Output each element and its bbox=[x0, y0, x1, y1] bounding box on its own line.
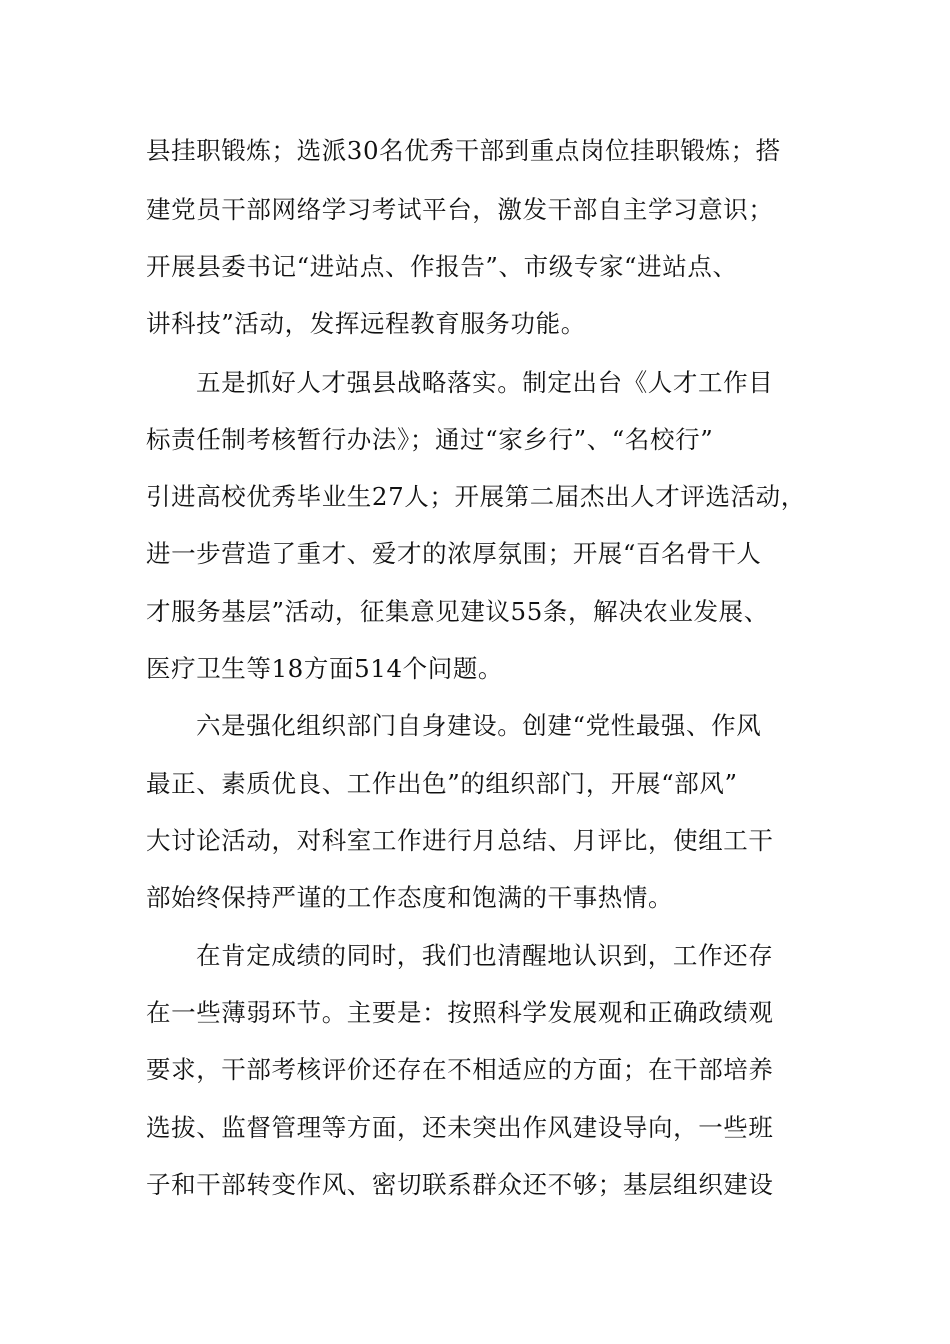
text-line: 标责任制考核暂行办法》；通过“家乡行”、“名校行” bbox=[146, 425, 714, 454]
text-line: 建党员干部网络学习考试平台，激发干部自主学习意识； bbox=[146, 195, 774, 224]
text-line: 医疗卫生等18方面514个问题。 bbox=[146, 654, 504, 683]
text-line: 在一些薄弱环节。主要是：按照科学发展观和正确政绩观 bbox=[146, 998, 774, 1027]
text-line: 要求，干部考核评价还存在不相适应的方面；在干部培养 bbox=[146, 1055, 774, 1084]
text-line: 最正、素质优良、工作出色”的组织部门，开展“部风” bbox=[146, 769, 738, 798]
text-line: 讲科技”活动，发挥远程教育服务功能。 bbox=[146, 309, 586, 338]
text-line: 开展县委书记“进站点、作报告”、市级专家“进站点、 bbox=[146, 252, 738, 281]
text-line: 大讨论活动，对科室工作进行月总结、月评比，使组工干 bbox=[146, 826, 774, 855]
text-line: 县挂职锻炼；选派30名优秀干部到重点岗位挂职锻炼；搭 bbox=[146, 136, 781, 165]
paragraph-first-line: 六是强化组织部门自身建设。创建“党性最强、作风 bbox=[196, 711, 762, 740]
text-line: 进一步营造了重才、爱才的浓厚氛围；开展“百名骨干人 bbox=[146, 539, 762, 568]
paragraph-first-line: 五是抓好人才强县战略落实。制定出台《人才工作目 bbox=[196, 368, 774, 397]
text-line: 部始终保持严谨的工作态度和饱满的干事热情。 bbox=[146, 883, 674, 912]
text-line: 引进高校优秀毕业生27人；开展第二届杰出人才评选活动， bbox=[146, 482, 806, 511]
text-line: 选拔、监督管理等方面，还未突出作风建设导向，一些班 bbox=[146, 1113, 774, 1142]
text-line: 才服务基层”活动，征集意见建议55条，解决农业发展、 bbox=[146, 597, 769, 626]
paragraph-first-line: 在肯定成绩的同时，我们也清醒地认识到，工作还存 bbox=[196, 941, 774, 970]
text-line: 子和干部转变作风、密切联系群众还不够；基层组织建设 bbox=[146, 1170, 774, 1199]
